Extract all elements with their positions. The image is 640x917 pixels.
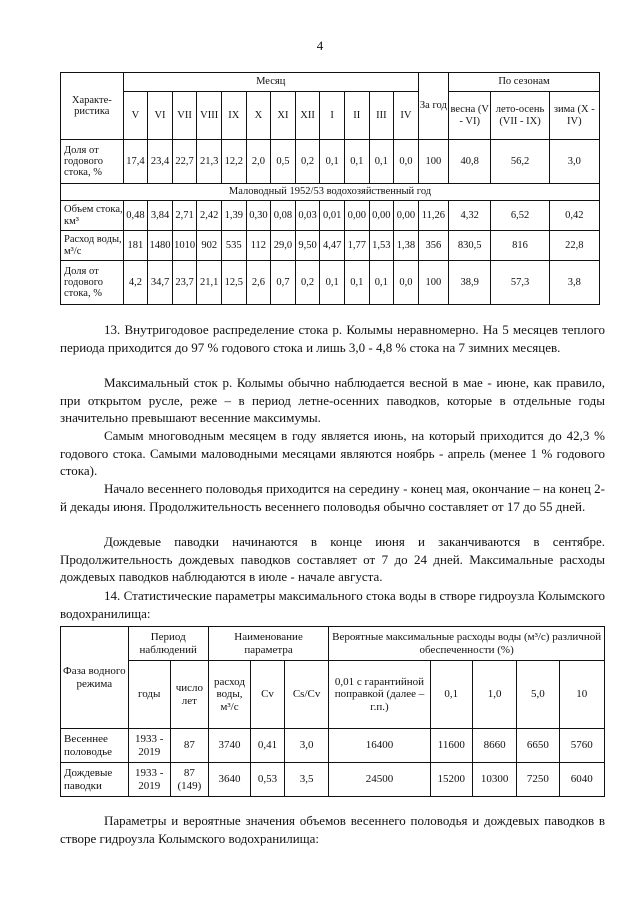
table-row xyxy=(61,231,600,261)
paragraph-14: 14. Статистические параметры максимального стока воды в створе гидроузла Колымского водохранилища: xyxy=(60,588,605,621)
table-cell: 11,26 xyxy=(418,201,448,231)
table-cell: 0,42 xyxy=(549,201,599,231)
table-cell: 34,7 xyxy=(148,261,173,305)
table-cell: 23,7 xyxy=(172,261,197,305)
table-cell: 100 xyxy=(418,261,448,305)
table-cell: 0,08 xyxy=(271,201,296,231)
paragraph-volumes: Параметры и вероятные значения объемов весеннего половодья и дождевых паводков в створе гидроузла Колымского водохранилища: xyxy=(60,813,605,846)
table-row xyxy=(61,261,600,305)
month-header: XII xyxy=(295,92,320,140)
month-header: XI xyxy=(271,92,296,140)
row-label: Доля от годового стока, % xyxy=(61,261,124,305)
header-p01: 0,1 xyxy=(430,661,472,729)
table-cell: 535 xyxy=(221,231,246,261)
table-cell: 87 (149) xyxy=(170,763,208,797)
table-cell: 0,7 xyxy=(271,261,296,305)
monthly-runoff-table xyxy=(60,72,600,305)
table-row xyxy=(61,140,600,184)
table-cell: 56,2 xyxy=(491,140,549,184)
table-cell: 4,47 xyxy=(320,231,345,261)
season-summer-header: лето-осень (VII - IX) xyxy=(491,92,549,140)
table-cell: 0,00 xyxy=(344,201,369,231)
table-cell: 4,32 xyxy=(448,201,490,231)
row-label: Дождевые паводки xyxy=(61,763,129,797)
header-characteristic: Характе-ристика xyxy=(61,73,124,140)
table-cell: 356 xyxy=(418,231,448,261)
table-cell: 87 xyxy=(170,729,208,763)
table-cell: 2,42 xyxy=(197,201,222,231)
table-cell: 1933 - 2019 xyxy=(128,763,170,797)
table-cell: 15200 xyxy=(430,763,472,797)
table-cell: 0,00 xyxy=(394,201,419,231)
table-cell: 0,0 xyxy=(394,140,419,184)
paragraph-spring-flood: Начало весеннего половодья приходится на середину - конец мая, окончание – на конец 2-й декады июня. Продолжительность весеннего половодья обычно составляет от 17 до 55 дней. xyxy=(60,481,605,514)
table-cell: 57,3 xyxy=(491,261,549,305)
header-cscv: Cs/Cv xyxy=(284,661,328,729)
table-cell: 23,4 xyxy=(148,140,173,184)
row-label: Расход воды, м³/с xyxy=(61,231,124,261)
table-cell: 3740 xyxy=(208,729,250,763)
table-cell: 830,5 xyxy=(448,231,490,261)
table-cell: 40,8 xyxy=(448,140,490,184)
month-header: V xyxy=(123,92,148,140)
header-cv: Cv xyxy=(251,661,285,729)
table-cell: 21,3 xyxy=(197,140,222,184)
table-cell: 12,2 xyxy=(221,140,246,184)
table-cell: 0,48 xyxy=(123,201,148,231)
table-cell: 112 xyxy=(246,231,271,261)
header-p1: 1,0 xyxy=(472,661,516,729)
header-p10: 10 xyxy=(559,661,604,729)
paragraph-13: 13. Внутригодовое распределение стока р. Колымы неравномерно. На 5 месяцев теплого периода приходится до 97 % годового стока и лишь 3,0 - 4,8 % стока на 7 зимних месяцев. xyxy=(60,322,605,355)
table-cell: 0,1 xyxy=(344,140,369,184)
table-cell: 12,5 xyxy=(221,261,246,305)
row-label: Весеннее половодье xyxy=(61,729,129,763)
table-cell: 816 xyxy=(491,231,549,261)
table-cell: 21,1 xyxy=(197,261,222,305)
table-cell: 1933 - 2019 xyxy=(128,729,170,763)
table-cell: 3,84 xyxy=(148,201,173,231)
table-cell: 7250 xyxy=(517,763,559,797)
table-cell: 0,0 xyxy=(394,261,419,305)
table-cell: 24500 xyxy=(329,763,430,797)
month-header: I xyxy=(320,92,345,140)
month-header: VIII xyxy=(197,92,222,140)
table-cell: 6650 xyxy=(517,729,559,763)
table-cell: 0,1 xyxy=(320,261,345,305)
table-cell: 17,4 xyxy=(123,140,148,184)
table-cell: 1,77 xyxy=(344,231,369,261)
header-month: Месяц xyxy=(123,73,418,92)
table-cell: 0,2 xyxy=(295,140,320,184)
table-cell: 902 xyxy=(197,231,222,261)
table-cell: 16400 xyxy=(329,729,430,763)
table-cell: 6040 xyxy=(559,763,604,797)
table-row xyxy=(61,729,605,763)
table-cell: 0,53 xyxy=(251,763,285,797)
month-header: VI xyxy=(148,92,173,140)
header-phase: Фаза водного режима xyxy=(61,627,129,729)
table-cell: 100 xyxy=(418,140,448,184)
table-cell: 2,6 xyxy=(246,261,271,305)
table-cell: 0,1 xyxy=(369,140,394,184)
table-cell: 0,01 xyxy=(320,201,345,231)
table-cell: 29,0 xyxy=(271,231,296,261)
table-cell: 0,03 xyxy=(295,201,320,231)
table-cell: 0,30 xyxy=(246,201,271,231)
row-label: Доля от годового стока, % xyxy=(61,140,124,184)
table-cell: 0,41 xyxy=(251,729,285,763)
table-cell: 6,52 xyxy=(491,201,549,231)
row-label: Объем стока, км³ xyxy=(61,201,124,231)
table-cell: 3,8 xyxy=(549,261,599,305)
season-spring-header: весна (V - VI) xyxy=(448,92,490,140)
table-cell: 9,50 xyxy=(295,231,320,261)
header-year: За год xyxy=(418,73,448,140)
table-cell: 8660 xyxy=(472,729,516,763)
table-cell: 0,1 xyxy=(320,140,345,184)
month-header: IX xyxy=(221,92,246,140)
paragraph-max-runoff: Максимальный сток р. Колымы обычно наблюдается весной в мае - июне, как правило, при открытом русле, реже – в период летне-осенних паводков, которые в отдельные годы значительно превышают весенние максимумы. xyxy=(60,375,605,425)
table-cell: 22,8 xyxy=(549,231,599,261)
header-seasons: По сезонам xyxy=(448,73,599,92)
table-cell: 0,1 xyxy=(344,261,369,305)
paragraph-june: Самым многоводным месяцем в году является июнь, на который приходится до 42,3 % годового стока. Самыми маловодными месяцами являются ноябрь - апрель (менее 1 % годового стока). xyxy=(60,428,605,478)
table-cell: 3640 xyxy=(208,763,250,797)
table-cell: 0,5 xyxy=(271,140,296,184)
table-cell: 1480 xyxy=(148,231,173,261)
table-cell: 2,71 xyxy=(172,201,197,231)
month-header: IV xyxy=(394,92,419,140)
table-cell: 22,7 xyxy=(172,140,197,184)
month-header: X xyxy=(246,92,271,140)
table-cell: 0,2 xyxy=(295,261,320,305)
table-cell: 0,00 xyxy=(369,201,394,231)
header-parameters: Наименование параметра xyxy=(208,627,328,661)
table-row xyxy=(61,763,605,797)
table-cell: 1,38 xyxy=(394,231,419,261)
table-row xyxy=(61,201,600,231)
paragraph-rain-floods: Дождевые паводки начинаются в конце июня и заканчиваются в сентябре. Продолжительность дождевых паводков составляет от 7 до 24 дней. Максимальные расходы дождевых паводков наблюдаются в июле - начале августа. xyxy=(60,534,605,584)
table-cell: 11600 xyxy=(430,729,472,763)
table-cell: 5760 xyxy=(559,729,604,763)
table-cell: 3,5 xyxy=(284,763,328,797)
month-header: II xyxy=(344,92,369,140)
table-cell: 1010 xyxy=(172,231,197,261)
table-cell: 1,53 xyxy=(369,231,394,261)
table-cell: 3,0 xyxy=(284,729,328,763)
header-period: Период наблюдений xyxy=(128,627,208,661)
header-p5: 5,0 xyxy=(517,661,559,729)
table-cell: 3,0 xyxy=(549,140,599,184)
table-cell: 181 xyxy=(123,231,148,261)
max-flow-statistics-table xyxy=(60,626,605,797)
season-winter-header: зима (X - IV) xyxy=(549,92,599,140)
section-heading: Маловодный 1952/53 водохозяйственный год xyxy=(61,184,600,201)
header-count: число лет xyxy=(170,661,208,729)
month-header: III xyxy=(369,92,394,140)
table-cell: 38,9 xyxy=(448,261,490,305)
header-years: годы xyxy=(128,661,170,729)
table-cell: 1,39 xyxy=(221,201,246,231)
page-number: 4 xyxy=(316,38,324,53)
table-cell: 0,1 xyxy=(369,261,394,305)
table-cell: 2,0 xyxy=(246,140,271,184)
header-probable-flows: Вероятные максимальные расходы воды (м³/с) различной обеспеченности (%) xyxy=(329,627,605,661)
header-flow: расход воды, м³/с xyxy=(208,661,250,729)
table-cell: 4,2 xyxy=(123,261,148,305)
header-p001: 0,01 с гарантийной поправкой (далее – г.п.) xyxy=(329,661,430,729)
table-cell: 10300 xyxy=(472,763,516,797)
month-header: VII xyxy=(172,92,197,140)
